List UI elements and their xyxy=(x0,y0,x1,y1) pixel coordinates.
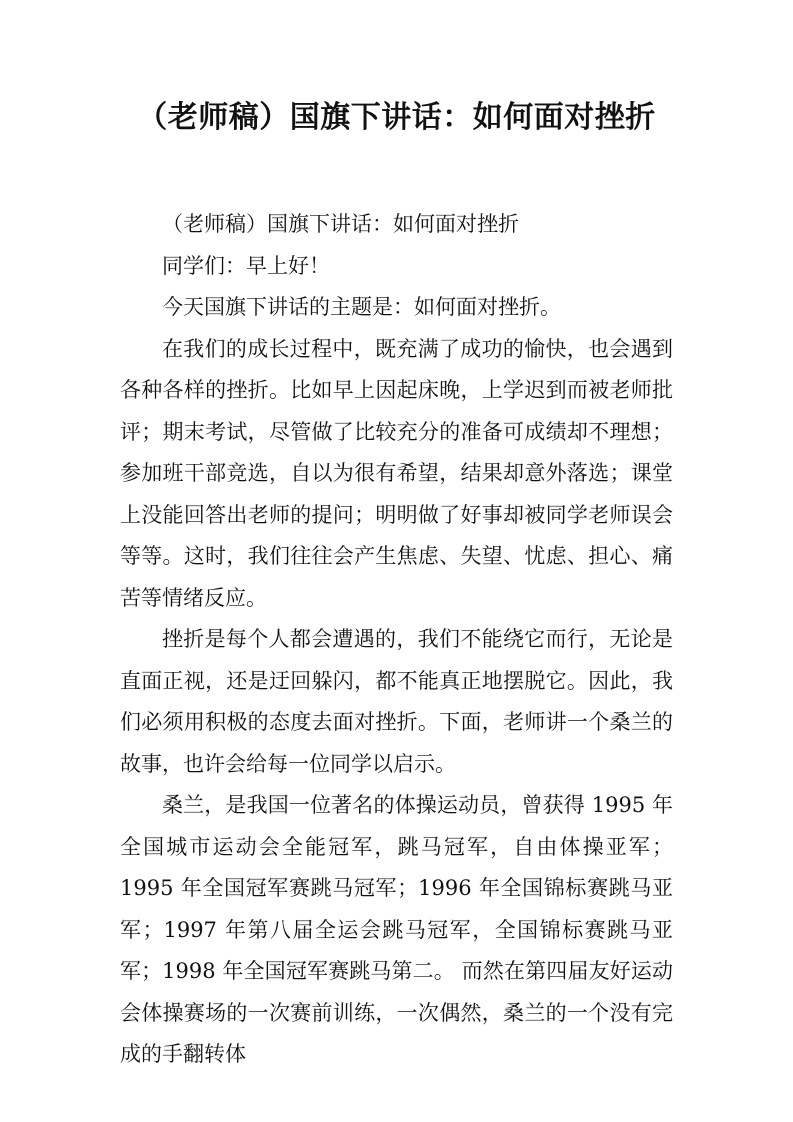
paragraph-topic: 今天国旗下讲话的主题是：如何面对挫折。 xyxy=(162,295,561,319)
paragraph-growth-setbacks: 在我们的成长过程中，既充满了成功的愉快，也会遇到各种各样的挫折。比如早上因起床晚，上学迟到而被老师批评；期末考试，尽管做了比较充分的准备可成绩却不理想；参加班干部竞选，自以为很有希望，结果却意外落选；课堂上没能回答出老师的提问；明明做了好事却被同学老师误会等等。这时，我们往往会产生焦虑、失望、忧虑、担心、痛苦等情绪反应。 xyxy=(120,336,673,610)
paragraph-subtitle: （老师稿）国旗下讲话：如何面对挫折 xyxy=(162,212,519,236)
paragraph-sang-lan-story: 桑兰，是我国一位著名的体操运动员，曾获得 1995 年全国城市运动会全能冠军，跳马冠军，自由体操亚军；1995 年全国冠军赛跳马冠军；1996 年全国锦标赛跳马亚军；1997 年第八届全运会跳马冠军，全国锦标赛跳马亚军；1998 年全国冠军赛跳马第二。 而然在第四届友好运动会体操赛场的一次赛前训练，一次偶然，桑兰的一个没有完成的手翻转体 xyxy=(120,793,673,1066)
paragraph-greeting: 同学们：早上好！ xyxy=(162,253,330,278)
paragraph-face-setbacks: 挫折是每个人都会遭遇的，我们不能绕它而行，无论是直面正视，还是迂回躲闪，都不能真正地摆脱它。因此，我们必须用积极的态度去面对挫折。下面，老师讲一个桑兰的故事，也许会给每一位同学以启示。 xyxy=(120,627,673,776)
document-title: （老师稿）国旗下讲话：如何面对挫折 xyxy=(137,100,656,135)
document-body xyxy=(120,204,673,1076)
